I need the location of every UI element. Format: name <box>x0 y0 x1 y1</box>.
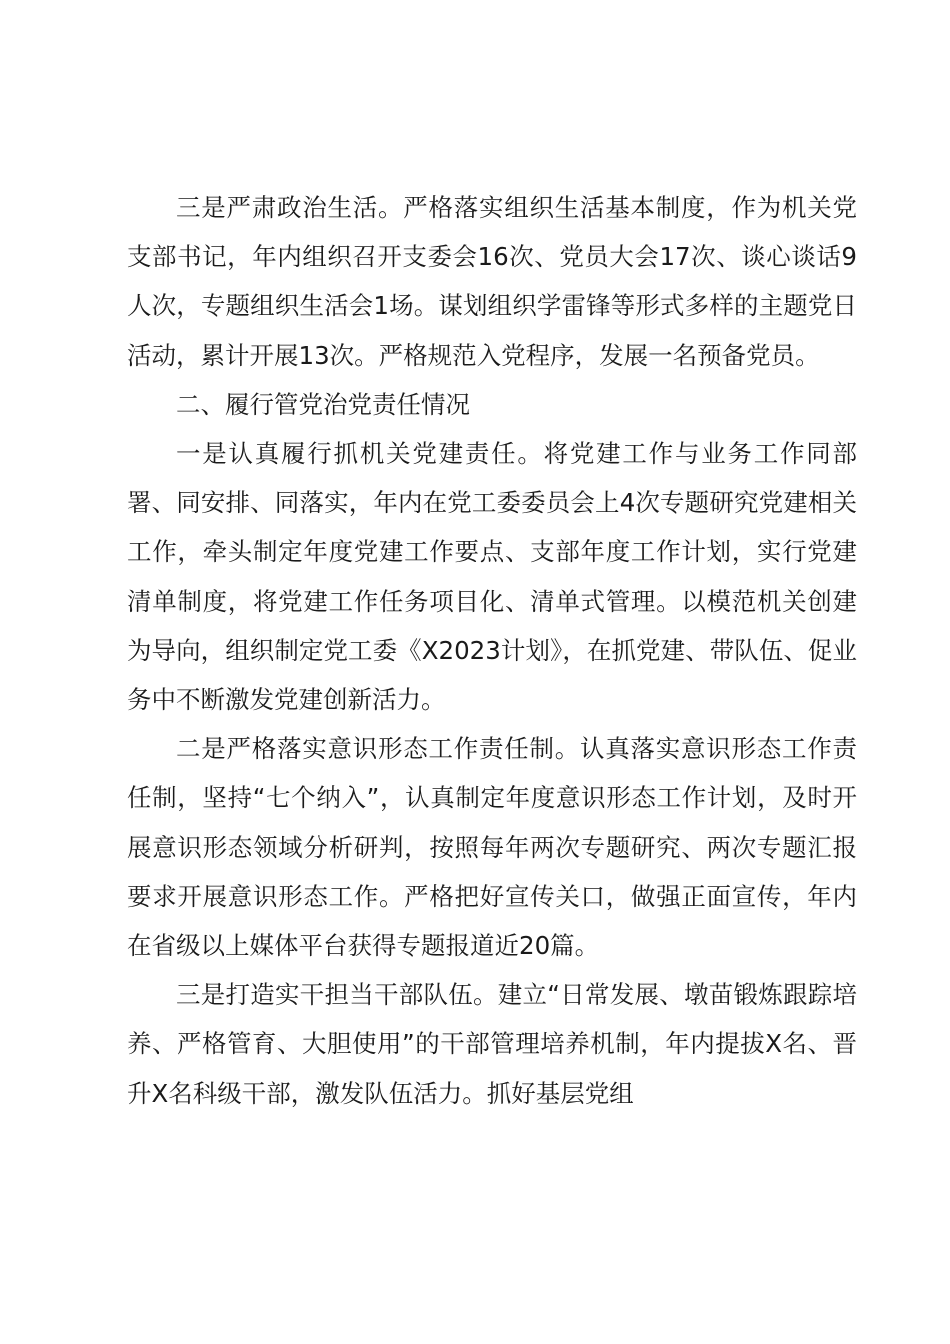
paragraph-cadre-team: 三是打造实干担当干部队伍。建立“日常发展、墩苗锻炼跟踪培养、严格管育、大胆使用”的干部管理培养机制，年内提拔X名、晋升X名科级干部，激发队伍活力。抓好基层党组 <box>127 980 857 1108</box>
paragraph-political-life: 三是严肃政治生活。严格落实组织生活基本制度，作为机关党支部书记，年内组织召开支委会16次、党员大会17次、谈心谈话9人次，专题组织生活会1场。谋划组织学雷锋等形式多样的主题党日活动，累计开展13次。严格规范入党程序，发展一名预备党员。 <box>127 193 857 370</box>
document-body <box>127 183 857 1118</box>
paragraph-ideology: 二是严格落实意识形态工作责任制。认真落实意识形态工作责任制，坚持“七个纳入”，认真制定年度意识形态工作计划，及时开展意识形态领域分析研判，按照每年两次专题研究、两次专题汇报要求开展意识形态工作。严格把好宣传关口，做强正面宣传，年内在省级以上媒体平台获得专题报道近20篇。 <box>127 734 857 961</box>
section-heading-party-responsibility: 二、履行管党治党责任情况 <box>176 389 470 419</box>
paragraph-party-building: 一是认真履行抓机关党建责任。将党建工作与业务工作同部署、同安排、同落实，年内在党工委委员会上4次专题研究党建相关工作，牵头制定年度党建工作要点、支部年度工作计划，实行党建清单制度，将党建工作任务项目化、清单式管理。以模范机关创建为导向，组织制定党工委《X2023计划》，在抓党建、带队伍、促业务中不断激发党建创新活力。 <box>127 439 857 715</box>
